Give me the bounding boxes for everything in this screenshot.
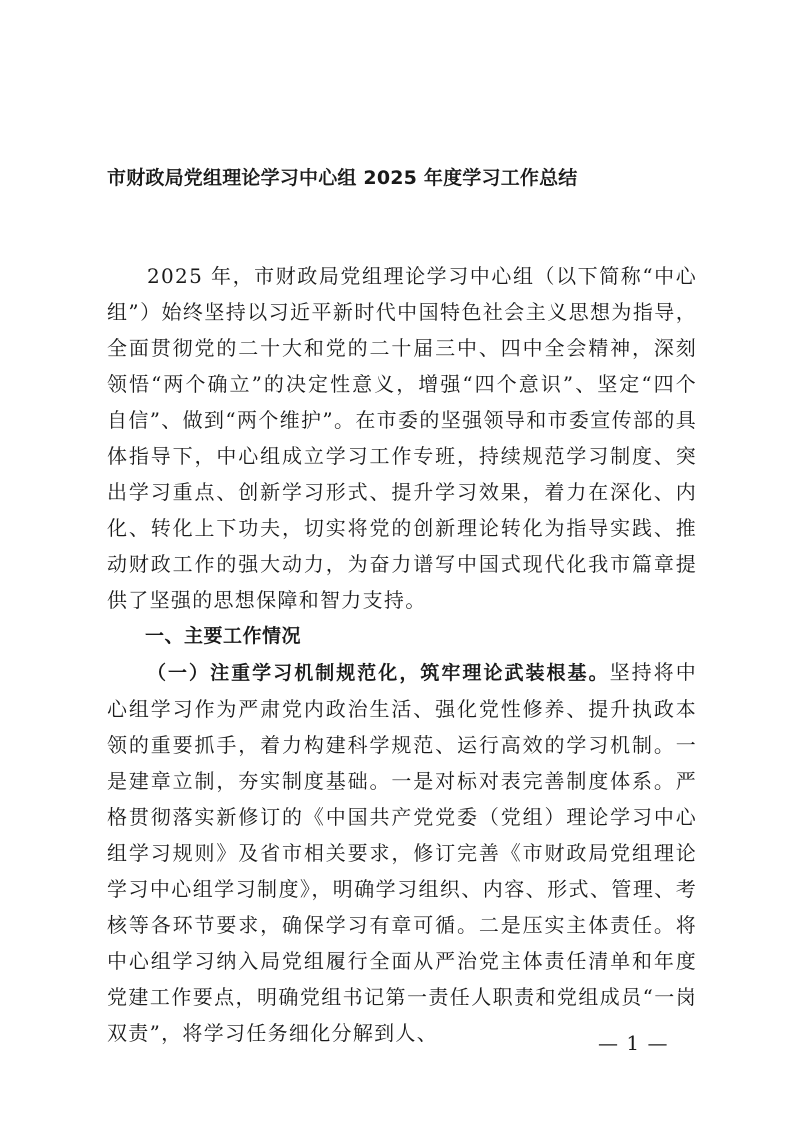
section-heading-main-work: 一、主要工作情况 (145, 625, 302, 647)
page-number: — 1 — (598, 1031, 669, 1055)
subsection-paragraph (107, 654, 697, 1051)
subsection-heading: （一）注重学习机制规范化，筑牢理论武装根基。 (147, 662, 610, 684)
document-title: 市财政局党组理论学习中心组 2025 年度学习工作总结 (107, 167, 578, 189)
document-body (107, 258, 697, 1051)
intro-paragraph: 2025 年，市财政局党组理论学习中心组（以下简称“中心组”）始终坚持以习近平新时代中国特色社会主义思想为指导，全面贯彻党的二十大和党的二十届三中、四中全会精神，深刻领悟“两个确立”的决定性意义，增强“四个意识”、坚定“四个自信”、做到“两个维护”。在市委的坚强领导和市委宣传部的具体指导下，中心组成立学习工作专班，持续规范学习制度、突出学习重点、创新学习形式、提升学习效果，着力在深化、内化、转化上下功夫，切实将党的创新理论转化为指导实践、推动财政工作的强大动力，为奋力谱写中国式现代化我市篇章提供了坚强的思想保障和智力支持。 (107, 264, 697, 612)
subsection-body-text: 坚持将中心组学习作为严肃党内政治生活、强化党性修养、提升执政本领的重要抓手，着力构建科学规范、运行高效的学习机制。一是建章立制，夯实制度基础。一是对标对表完善制度体系。严格贯彻落实新修订的《中国共产党党委（党组）理论学习中心组学习规则》及省市相关要求，修订完善《市财政局党组理论学习中心组学习制度》，明确学习组织、内容、形式、管理、考核等各环节要求，确保学习有章可循。二是压实主体责任。将中心组学习纳入局党组履行全面从严治党主体责任清单和年度党建工作要点，明确党组书记第一责任人职责和党组成员“一岗双责”，将学习任务细化分解到人、 (107, 660, 697, 1045)
